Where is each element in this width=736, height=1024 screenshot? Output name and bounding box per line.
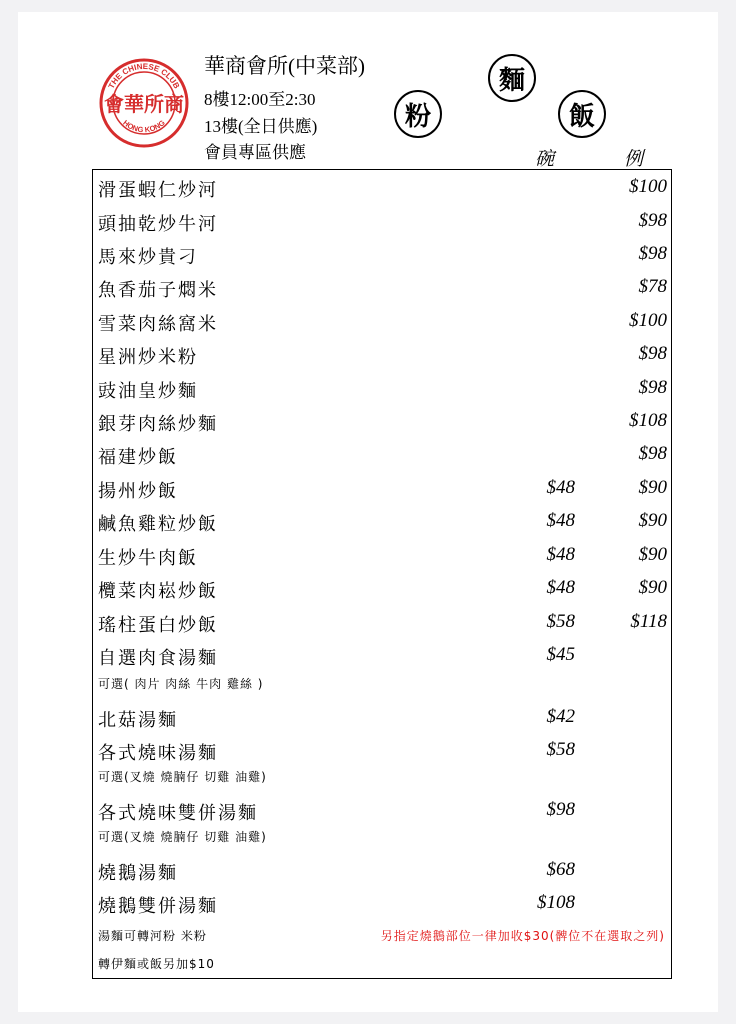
menu-item-name: 生炒牛肉飯 xyxy=(98,548,198,569)
bowl-price: $108 xyxy=(537,892,575,913)
bowl-price: $42 xyxy=(546,706,575,727)
svg-text:HONG KONG: HONG KONG xyxy=(121,118,167,135)
menu-item-name: 各式燒味雙併湯麵 xyxy=(98,803,258,824)
bowl-price: $48 xyxy=(546,577,575,598)
bowl-price: $45 xyxy=(546,644,575,665)
plate-price: $118 xyxy=(630,611,667,632)
column-header-bowl: 碗 xyxy=(535,148,555,170)
menu-item-name: 頭抽乾炒牛河 xyxy=(98,214,218,235)
column-header-plate: 例 xyxy=(624,148,644,170)
hours-13f: 13樓(全日供應) xyxy=(204,117,318,136)
menu-item-name: 瑤柱蛋白炒飯 xyxy=(98,615,218,636)
menu-item-name: 豉油皇炒麵 xyxy=(98,381,198,402)
plate-price: $98 xyxy=(638,243,667,264)
menu-item-name: 各式燒味湯麵 xyxy=(98,743,218,764)
plate-price: $98 xyxy=(638,343,667,364)
plate-price: $108 xyxy=(629,410,667,431)
menu-item-name: 鹹魚雞粒炒飯 xyxy=(98,514,218,535)
bowl-price: $58 xyxy=(546,611,575,632)
plate-price: $90 xyxy=(638,477,667,498)
menu-item-name: 自選肉食湯麵 xyxy=(98,648,218,669)
plate-price: $98 xyxy=(638,377,667,398)
menu-item-name: 馬來炒貴刁 xyxy=(98,247,198,268)
menu-item-name: 燒鵝湯麵 xyxy=(98,863,178,884)
svg-text:THE CHINESE CLUB: THE CHINESE CLUB xyxy=(106,61,182,91)
menu-item-name: 滑蛋蝦仁炒河 xyxy=(98,180,218,201)
bowl-price: $58 xyxy=(546,739,575,760)
meat-options-note: 可選( 肉片 肉絲 牛肉 雞絲 ) xyxy=(98,677,264,691)
bowl-price: $98 xyxy=(546,799,575,820)
menu-item-name: 雪菜肉絲窩米 xyxy=(98,314,218,335)
menu-item-name: 福建炒飯 xyxy=(98,447,178,468)
menu-item-name: 燒鵝雙併湯麵 xyxy=(98,896,218,917)
menu-table xyxy=(92,169,672,979)
menu-item-name: 星洲炒米粉 xyxy=(98,347,198,368)
menu-item-name: 揚州炒飯 xyxy=(98,481,178,502)
menu-item-name: 北菇湯麵 xyxy=(98,710,178,731)
plate-price: $100 xyxy=(629,310,667,331)
menu-item-name: 銀芽肉絲炒麵 xyxy=(98,414,218,435)
bowl-price: $48 xyxy=(546,477,575,498)
menu-item-name: 魚香茄子燜米 xyxy=(98,280,218,301)
category-circle-fan: 飯 xyxy=(558,90,606,138)
plate-price: $90 xyxy=(638,544,667,565)
noodle-swap-note: 湯麵可轉河粉 米粉 xyxy=(98,929,207,943)
menu-item-name: 欖菜肉崧炒飯 xyxy=(98,581,218,602)
roast-options-note: 可選(叉燒 燒腩仔 切雞 油雞) xyxy=(98,770,267,784)
plate-price: $98 xyxy=(638,443,667,464)
plate-price: $98 xyxy=(638,210,667,231)
plate-price: $78 xyxy=(638,276,667,297)
hours-8f: 8樓12:00至2:30 xyxy=(204,90,316,109)
chinese-club-logo xyxy=(98,57,190,149)
goose-surcharge-note: 另指定燒鵝部位一律加收$30(髀位不在選取之列) xyxy=(380,929,665,943)
menu-page xyxy=(18,12,718,1012)
bowl-price: $48 xyxy=(546,544,575,565)
bowl-price: $68 xyxy=(546,859,575,880)
yi-mein-surcharge-note: 轉伊麵或飯另加$10 xyxy=(98,957,215,971)
plate-price: $90 xyxy=(638,510,667,531)
members-area-note: 會員專區供應 xyxy=(204,143,306,162)
category-circle-fen: 粉 xyxy=(394,90,442,138)
plate-price: $100 xyxy=(629,176,667,197)
bowl-price: $48 xyxy=(546,510,575,531)
svg-text:會華所商: 會華所商 xyxy=(104,92,184,116)
roast-options-note: 可選(叉燒 燒腩仔 切雞 油雞) xyxy=(98,830,267,844)
restaurant-title: 華商會所(中菜部) xyxy=(204,54,365,78)
plate-price: $90 xyxy=(638,577,667,598)
category-circle-mian: 麵 xyxy=(488,54,536,102)
